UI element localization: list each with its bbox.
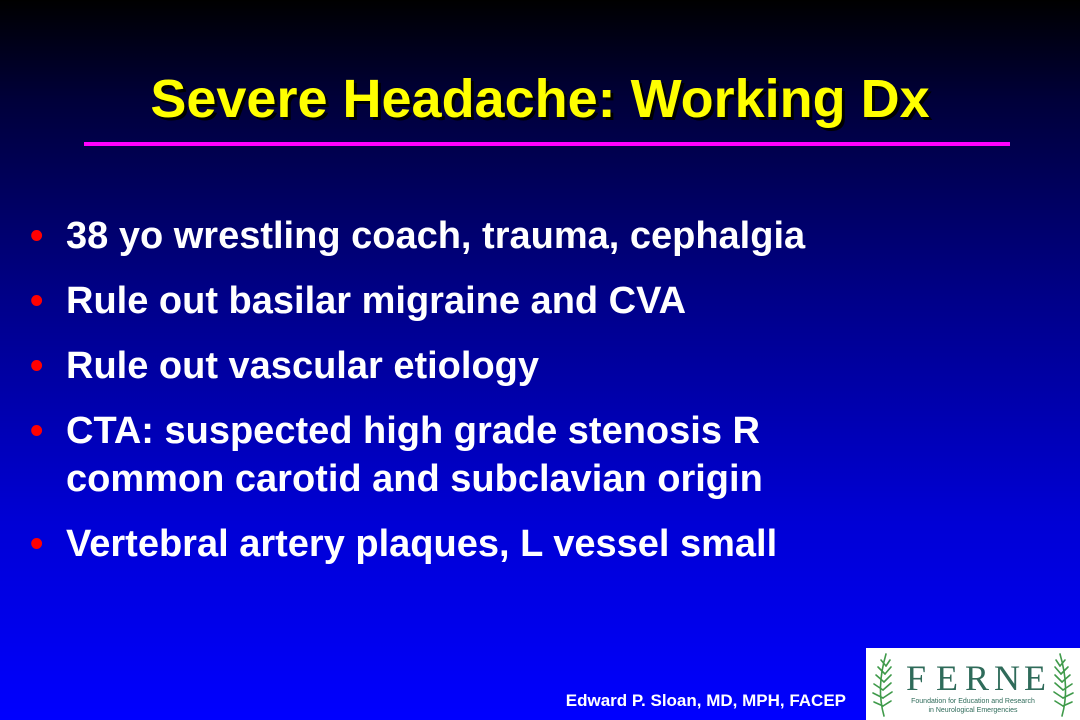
author-credit: Edward P. Sloan, MD, MPH, FACEP [565,691,846,710]
logo-tagline: in Neurological Emergencies [928,707,1018,714]
bullet-text-continued: common carotid and subclavian origin [66,458,763,500]
bullet-item [30,277,1040,325]
bullet-list [30,212,1040,585]
bullet-marker: • [30,410,44,452]
title-underline [84,142,1010,146]
bullet-item [30,520,1040,568]
bullet-text: CTA: suspected high grade stenosis R [66,410,760,452]
bullet-marker: • [30,215,44,257]
logo-letter: N [994,658,1020,698]
logo-letter: E [1024,658,1046,698]
logo-letter: R [965,658,990,698]
bullet-item [30,212,1040,260]
bullet-text: Rule out basilar migraine and CVA [66,280,687,322]
fern-frond-icon [1054,654,1073,716]
bullet-text: Vertebral artery plaques, L vessel small [66,523,778,565]
logo-letter: F [906,658,927,698]
bullet-text: Rule out vascular etiology [66,345,539,387]
bullet-marker: • [30,345,44,387]
ferne-logo-graphic [866,648,1080,720]
bullet-text: 38 yo wrestling coach, trauma, cephalgia [66,215,806,257]
fern-frond-icon [873,654,892,716]
logo-tagline: Foundation for Education and Research [911,698,1035,705]
bullet-item [30,407,1040,503]
ferne-logo [866,648,1080,720]
bullet-marker: • [30,280,44,322]
logo-letter: E [936,658,958,698]
bullet-item [30,342,1040,390]
slide-title: Severe Headache: Working Dx [150,69,930,129]
bullet-marker: • [30,523,44,565]
